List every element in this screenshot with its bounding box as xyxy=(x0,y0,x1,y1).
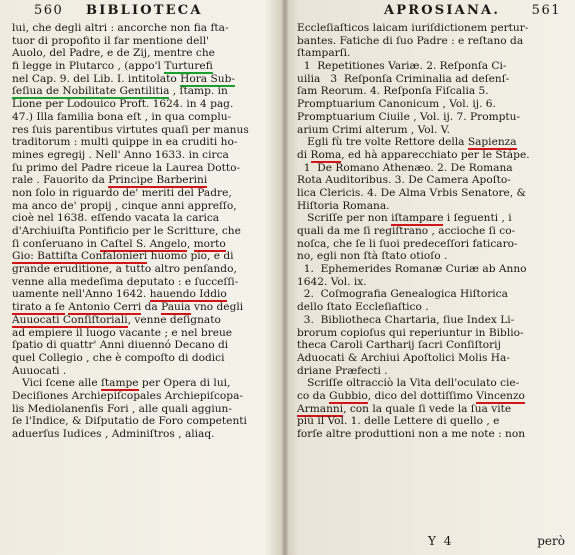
text-line xyxy=(297,60,569,73)
text-run: 1 De Romano Athenæo. 2. De Romana xyxy=(297,161,513,174)
text-line xyxy=(297,339,569,352)
text-line xyxy=(12,390,274,403)
text-line xyxy=(297,365,569,378)
text-run: da xyxy=(141,301,162,314)
text-run: Auolo, del Padre, e de Zij, mentre che xyxy=(12,47,215,60)
catchword: però xyxy=(537,534,565,548)
right-page-header xyxy=(296,3,567,19)
right-page-text xyxy=(297,22,569,441)
text-line xyxy=(297,428,569,441)
red-underlined-phrase: Caſtel S. Angelo xyxy=(100,237,187,250)
right-page-footer xyxy=(288,534,575,550)
text-run: 1642. Vol. ix. xyxy=(297,275,367,288)
running-head: BIBLIOTECA xyxy=(86,3,203,18)
text-line xyxy=(297,327,569,340)
text-line xyxy=(297,276,569,289)
text-run: Deciſiones Archiepiſcopales Archiepiſcopa- xyxy=(12,389,243,402)
text-run: nel Cap. 9. del Lib. I. intitolato xyxy=(12,72,181,85)
text-line xyxy=(12,301,274,314)
text-line xyxy=(12,174,274,187)
text-line xyxy=(297,250,569,263)
text-run: ſu primo del Padre riceue la Laurea Dotto- xyxy=(12,161,241,174)
text-run: 2. Coſmografia Genealogica Hiſtorica xyxy=(297,288,508,301)
text-line xyxy=(297,225,569,238)
text-run: res ſuis parentibus virtutes quaſi per manus xyxy=(12,123,249,136)
red-underlined-phrase: Gio: Battiſta Confalonieri xyxy=(12,250,148,263)
text-line xyxy=(297,124,569,137)
text-run: , ſtamp. in xyxy=(169,85,228,98)
text-run: i ſeguenti , i xyxy=(443,212,512,225)
text-run: 1 Repetitiones Variæ. 2. Reſponſa Ci- xyxy=(297,60,507,73)
text-run: 47.) Illa familia bona eſt , in qua complu- xyxy=(12,110,232,123)
text-run: mines egregij . Nell' Anno 1633. in circa xyxy=(12,148,229,161)
text-line xyxy=(297,301,569,314)
text-line xyxy=(297,288,569,301)
text-line xyxy=(12,60,274,73)
text-run: ſtamparſi. xyxy=(297,47,351,60)
text-run: Scriſſe per non xyxy=(297,212,392,225)
text-line xyxy=(12,339,274,352)
text-line xyxy=(12,212,274,225)
text-line xyxy=(297,212,569,225)
text-run: non ſolo in riguardo de' meriti del Padre, xyxy=(12,186,232,199)
text-line xyxy=(297,149,569,162)
text-line xyxy=(297,73,569,86)
text-line xyxy=(12,377,274,390)
red-underlined-phrase: Roma xyxy=(310,148,342,161)
text-run: Egli fù tre volte Rettore della xyxy=(297,136,468,149)
text-run: , dico del dottiſſimo xyxy=(367,389,477,402)
red-underlined-phrase: iſtampare xyxy=(391,212,444,225)
text-run: Vici ſcene alle xyxy=(12,377,101,390)
text-line xyxy=(297,415,569,428)
text-run: vno degli xyxy=(190,301,244,314)
text-run: quel Collegio , che è compoſto di dodici xyxy=(12,351,225,364)
text-run: 3. Bibliotheca Chartaria, ſiue Index Li- xyxy=(297,313,515,326)
text-run: theca Caroli Cartharij ſacri Conſiſtorij xyxy=(297,339,501,352)
text-run: brorum copioſus qui reperiuntur in Biblio- xyxy=(297,326,524,339)
text-run: Auuocati . xyxy=(12,364,67,377)
red-underlined-phrase: Sapienza xyxy=(467,136,517,149)
text-line xyxy=(297,314,569,327)
text-line xyxy=(12,200,274,213)
text-line xyxy=(12,365,274,378)
text-line xyxy=(12,136,274,149)
text-run: d'Archiuiſta Pontificio per le Scritture, che xyxy=(12,225,241,237)
text-run: Rota Auditoribus. 3. De Camera Apoſto- xyxy=(297,174,511,187)
text-line xyxy=(297,98,569,111)
text-line xyxy=(12,238,274,251)
red-underlined-phrase: Auuocati Conſiſtoriali xyxy=(12,313,128,326)
text-line xyxy=(297,136,569,149)
text-line xyxy=(12,22,274,35)
left-page xyxy=(0,0,282,555)
text-run: lica Clericis. 4. De Alma Vrbis Senatore, & xyxy=(297,186,526,199)
red-underlined-phrase: Vincenzo xyxy=(476,389,525,402)
text-run: Scriſſe oltracciò la Vita dell'oculato cie- xyxy=(297,377,520,390)
text-run: bantes. Fatiche di ſuo Padre : e reſtano da xyxy=(297,34,524,47)
text-line xyxy=(12,149,274,162)
text-run: aduerſus Iudices , Adminiſtros , aliaq. xyxy=(12,428,215,440)
text-run: di xyxy=(297,148,311,161)
text-run: Lione per Lodouico Proft. 1624. in 4 pag. xyxy=(12,98,234,111)
text-run: Aduocati & Archiui Apoſtolici Molis Ha- xyxy=(297,351,510,364)
text-run: noſca, che ſe li ſuoi predeceſſori faticaro- xyxy=(297,237,518,250)
text-run: huomo pio, e di xyxy=(147,250,234,263)
text-run: per Opera di lui, xyxy=(138,377,231,390)
text-line xyxy=(297,200,569,213)
text-line xyxy=(12,288,274,301)
text-line xyxy=(12,314,274,327)
text-line xyxy=(297,22,569,35)
text-line xyxy=(297,352,569,365)
text-line xyxy=(297,390,569,403)
red-underlined-phrase: morto xyxy=(193,237,226,250)
page-number: 560 xyxy=(34,3,64,18)
text-line xyxy=(297,47,569,60)
text-line xyxy=(297,174,569,187)
text-line xyxy=(12,124,274,137)
text-run: fi legge in Plutarco , (appo'l xyxy=(12,60,165,73)
green-underlined-phrase: Turturefi xyxy=(164,60,213,73)
text-run: ſe l'Indice, & Diſputatio de Foro competenti xyxy=(12,415,247,428)
text-line xyxy=(297,187,569,200)
text-run: ſi conſeruano in xyxy=(12,237,101,250)
text-line xyxy=(12,276,274,289)
text-line xyxy=(12,327,274,340)
text-line xyxy=(297,111,569,124)
text-run: Promptuarium Canonicum , Vol. ij. 6. xyxy=(297,98,496,111)
text-run: cioè nel 1638. eſſendo vacata la carica xyxy=(12,212,220,225)
text-line xyxy=(297,403,569,416)
text-run: ad empiere il luogo vacante ; e nel breue xyxy=(12,326,233,339)
text-run: grande eruditione, a tutto altro penſando, xyxy=(12,263,237,276)
text-run: , venne deſignato xyxy=(127,313,221,326)
text-run: venne alla medeſima deputato : e ſucceſſi- xyxy=(12,275,239,288)
page-number: 561 xyxy=(531,3,561,18)
text-run: ſpatio di quattr' Anni diuennó Decano di xyxy=(12,339,229,352)
signature-mark: Y 4 xyxy=(428,534,454,548)
text-run: dello ſtato Eccleſiaſtico . xyxy=(297,301,429,314)
text-line xyxy=(12,403,274,416)
text-line xyxy=(12,111,274,124)
text-run: ſam Reorum. 4. Reſponſa Fiſcalia 5. xyxy=(297,85,489,98)
text-line xyxy=(12,73,274,86)
text-line xyxy=(12,98,274,111)
text-run: co da xyxy=(297,389,330,402)
text-run: driane Præfecti . xyxy=(297,364,388,377)
text-run: , xyxy=(186,237,194,250)
text-run: uilia 3 Reſponſa Criminalia ad deſenſ- xyxy=(297,72,510,85)
text-line xyxy=(12,250,274,263)
text-line xyxy=(297,85,569,98)
text-line xyxy=(12,225,274,238)
text-run: ma anco de' propij , cinque anni appreſſo, xyxy=(12,199,237,212)
text-line xyxy=(297,377,569,390)
text-line xyxy=(12,415,274,428)
green-underlined-phrase: ſeſiua de Nobilitate Gentilitia xyxy=(12,85,170,98)
green-underlined-phrase: Hora Sub- xyxy=(180,72,235,85)
text-line xyxy=(297,238,569,251)
running-head: APROSIANA. xyxy=(384,3,501,18)
text-line xyxy=(12,428,274,441)
text-run: quali da me ſi regiſtrano , accioche ſi co- xyxy=(297,225,516,237)
text-run: traditorum : multi quippe in ea cruditi ho- xyxy=(12,136,238,149)
text-line xyxy=(12,85,274,98)
text-line xyxy=(12,35,274,48)
text-run: uamente nell'Anno 1642. xyxy=(12,288,150,301)
text-run: Hiſtoria Romana. xyxy=(297,199,390,212)
red-underlined-phrase: tirato a ſe xyxy=(12,301,65,314)
text-run: Promptuarium Ciuile , Vol. ij. 7. Promptu- xyxy=(297,110,521,123)
text-run: lui, che degli altri : ancorche non fia fta- xyxy=(12,22,229,34)
left-page-text xyxy=(12,22,274,441)
red-underlined-phrase: Pauia xyxy=(161,301,191,314)
left-page-header xyxy=(8,3,274,19)
text-line xyxy=(297,162,569,175)
text-run: rale . Fauorito da xyxy=(12,174,109,187)
text-run: no, egli non ſtà ſtato otioſo . xyxy=(297,250,448,263)
red-underlined-phrase: hauendo Iddio xyxy=(149,288,227,301)
text-line xyxy=(12,187,274,200)
text-run: , con la quale ſi vede la ſua vite xyxy=(343,402,512,415)
red-underlined-phrase: ſtampe xyxy=(100,377,139,390)
text-line xyxy=(12,47,274,60)
text-run: più il Vol. 1. delle Lettere di quello , e xyxy=(297,415,500,428)
red-underlined-phrase: Antonio Cerri xyxy=(68,301,142,314)
text-run: lis Mediolanenſis Fori , alle quali aggiun- xyxy=(12,402,232,415)
text-run: 1. Ephemerides Romanæ Curiæ ab Anno xyxy=(297,263,527,276)
text-run: forſe altre produttioni non a me note : non xyxy=(297,428,526,440)
text-line xyxy=(12,162,274,175)
text-run: Eccleſiaſticos laicam iuriſdictionem pertur- xyxy=(297,22,529,34)
text-run: tuor di propofito il far mentione dell' xyxy=(12,34,210,47)
text-run: , ed hà apparecchiato per le Stápe. xyxy=(341,148,530,161)
red-underlined-phrase: Principe Barberini xyxy=(108,174,208,187)
text-line xyxy=(297,35,569,48)
text-line xyxy=(12,352,274,365)
text-line xyxy=(12,263,274,276)
text-run: arium Crimi alterum , Vol. V. xyxy=(297,123,450,136)
text-line xyxy=(297,263,569,276)
right-page xyxy=(288,0,575,555)
red-underlined-phrase: Gubbio xyxy=(329,389,368,402)
red-underlined-phrase: Armanni xyxy=(297,402,344,415)
